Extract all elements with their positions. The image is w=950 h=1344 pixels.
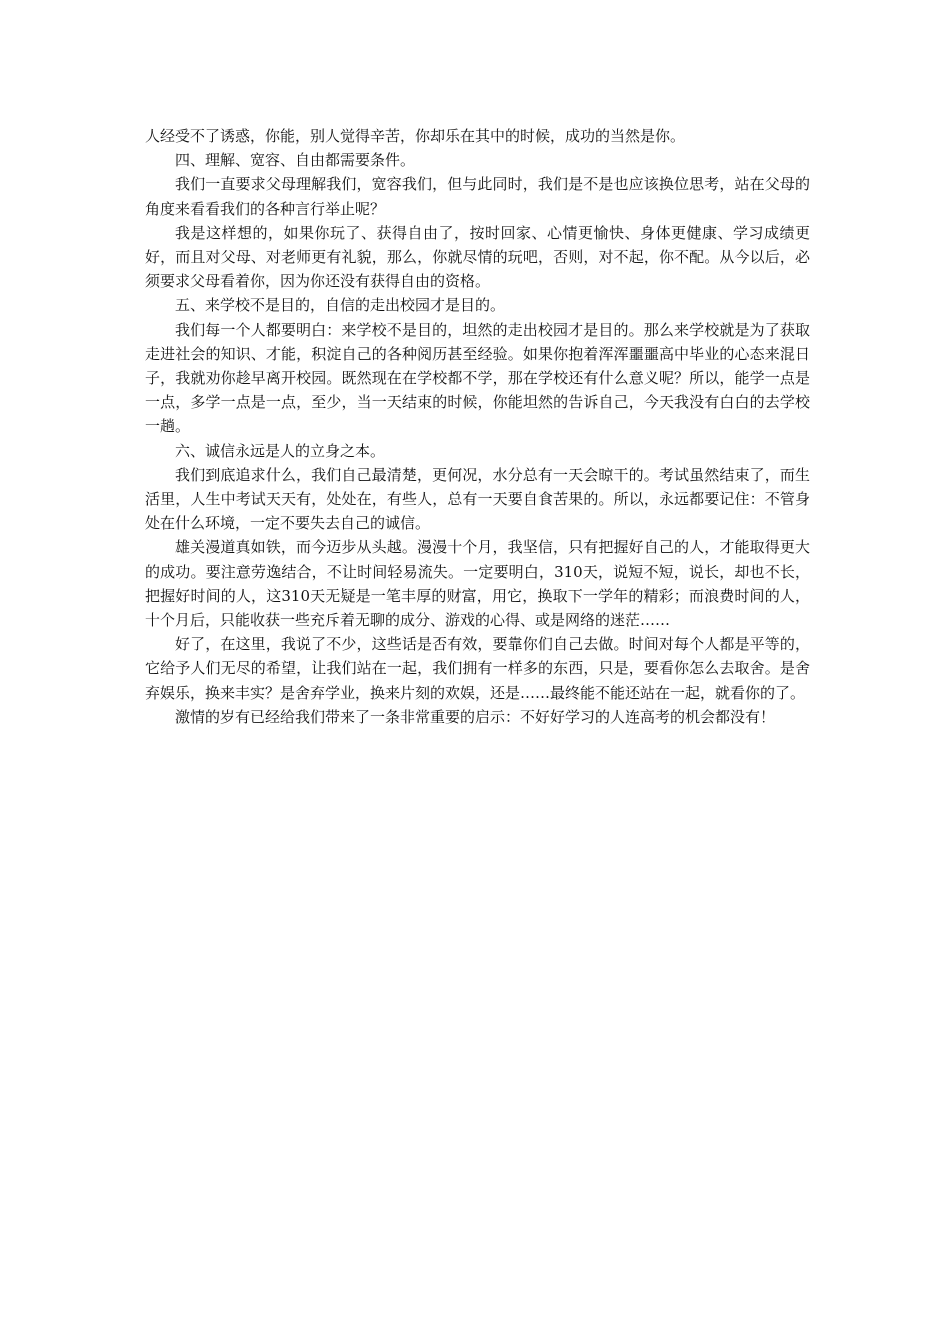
paragraph: 人经受不了诱惑，你能，别人觉得辛苦，你却乐在其中的时候，成功的当然是你。	[145, 127, 686, 145]
paragraph: 我们一直要求父母理解我们，宽容我们，但与此同时，我们是不是也应该换位思考，站在父母的角度来看看我们的各种言行举止呢？	[145, 175, 810, 218]
section-heading-4: 四、理解、宽容、自由都需要条件。	[175, 151, 416, 170]
paragraph: 我们到底追求什么，我们自己最清楚，更何况，水分总有一天会晾干的。考试虽然结束了，而生活里，人生中考试天天有，处处在，有些人，总有一天要自食苦果的。所以，永远都要记住：不管身处在什么环境，一定不要失去自己的诚信。	[145, 465, 810, 533]
closing-paragraph: 激情的岁有已经给我们带来了一条非常重要的启示：不好好学习的人连高考的机会都没有！	[175, 707, 776, 726]
paragraph: 我们每一个人都要明白：来学校不是目的，坦然的走出校园才是目的。那么来学校就是为了获取走进社会的知识、才能，积淀自己的各种阅历甚至经验。如果你抱着浑浑噩噩高中毕业的心态来混日子，我就劝你趁早离开校园。既然现在在学校都不学，那在学校还有什么意义呢？所以，能学一点是一点，多学一点是一点，至少，当一天结束的时候，你能坦然的告诉自己，今天我没有白白的去学校一趟。	[145, 320, 810, 436]
paragraph: 好了，在这里，我说了不少，这些话是否有效，要靠你们自己去做。时间对每个人都是平等的，它给予人们无尽的希望，让我们站在一起，我们拥有一样多的东西，只是，要看你怎么去取舍。是舍弃娱乐，换来丰实？是舍弃学业，换来片刻的欢娱，还是……最终能不能还站在一起，就看你的了。	[145, 635, 810, 702]
section-heading-5: 五、来学校不是目的，自信的走出校园才是目的。	[175, 296, 506, 315]
paragraph: 雄关漫道真如铁，而今迈步从头越。漫漫十个月，我坚信，只有把握好自己的人，才能取得更大的成功。要注意劳逸结合，不让时间轻易流失。一定要明白，310天，说短不短，说长，却也不长，把握好时间的人，这310天无疑是一笔丰厚的财富，用它，换取下一学年的精彩；而浪费时间的人，十个月后，只能收获一些充斥着无聊的成分、游戏的心得、或是网络的迷茫……	[145, 538, 810, 630]
paragraph: 我是这样想的，如果你玩了、获得自由了，按时回家、心情更愉快、身体更健康、学习成绩更好，而且对父母、对老师更有礼貌，那么，你就尽情的玩吧，否则，对不起，你不配。从今以后，必须要求父母看着你，因为你还没有获得自由的资格。	[145, 223, 810, 291]
document-body	[145, 124, 810, 729]
section-heading-6: 六、诚信永远是人的立身之本。	[175, 441, 386, 460]
